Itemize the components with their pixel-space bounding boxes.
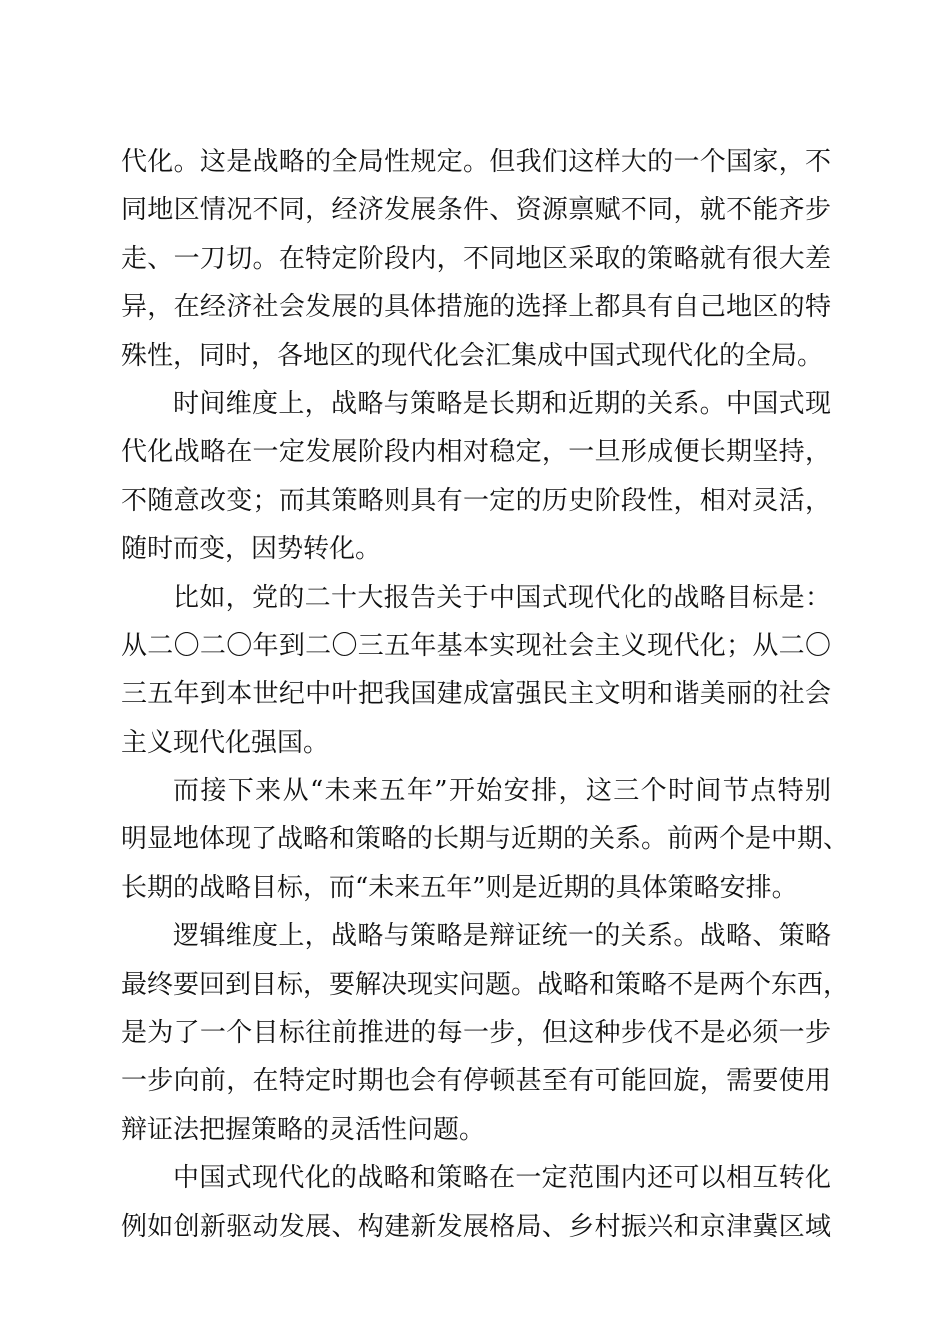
text-line: 异，在经济社会发展的具体措施的选择上都具有自己地区的特: [121, 292, 831, 323]
text-line: 同地区情况不同，经济发展条件、资源禀赋不同，就不能齐步: [121, 195, 831, 226]
paragraph-first-line: 而接下来从“未来五年”开始安排，这三个时间节点特别: [173, 776, 831, 807]
text-line: 从二〇二〇年到二〇三五年基本实现社会主义现代化；从二〇: [121, 630, 831, 661]
paragraph-first-line: 比如，党的二十大报告关于中国式现代化的战略目标是：: [173, 582, 831, 613]
text-line: 不随意改变；而其策略则具有一定的历史阶段性，相对灵活，: [121, 485, 831, 516]
text-line: 一步向前，在特定时期也会有停顿甚至有可能回旋，需要使用: [121, 1066, 831, 1097]
text-line: 随时而变，因势转化。: [121, 534, 382, 565]
text-line: 主义现代化强国。: [121, 727, 330, 758]
text-line: 走、一刀切。在特定阶段内，不同地区采取的策略就有很大差: [121, 243, 831, 274]
body-text: [121, 138, 850, 1251]
text-line: 三五年到本世纪中叶把我国建成富强民主文明和谐美丽的社会: [121, 679, 831, 710]
text-line: 明显地体现了战略和策略的长期与近期的关系。前两个是中期、: [121, 824, 850, 855]
text-line: 代化战略在一定发展阶段内相对稳定，一旦形成便长期坚持，: [121, 437, 831, 468]
text-line: 例如创新驱动发展、构建新发展格局、乡村振兴和京津冀区域: [121, 1211, 831, 1242]
paragraph-first-line: 时间维度上，战略与策略是长期和近期的关系。中国式现: [173, 388, 831, 419]
text-line: 殊性，同时，各地区的现代化会汇集成中国式现代化的全局。: [121, 340, 824, 371]
text-line: 是为了一个目标往前推进的每一步，但这种步伐不是必须一步: [121, 1018, 831, 1049]
text-line: 长期的战略目标，而“未来五年”则是近期的具体策略安排。: [121, 872, 798, 903]
paragraph-first-line: 逻辑维度上，战略与策略是辩证统一的关系。战略、策略: [173, 921, 831, 952]
paragraph-first-line: 中国式现代化的战略和策略在一定范围内还可以相互转化: [173, 1163, 831, 1194]
text-line: 辩证法把握策略的灵活性问题。: [121, 1114, 486, 1145]
text-line: 代化。这是战略的全局性规定。但我们这样大的一个国家，不: [121, 147, 831, 177]
text-line: 最终要回到目标，要解决现实问题。战略和策略不是两个东西，: [121, 969, 850, 1000]
